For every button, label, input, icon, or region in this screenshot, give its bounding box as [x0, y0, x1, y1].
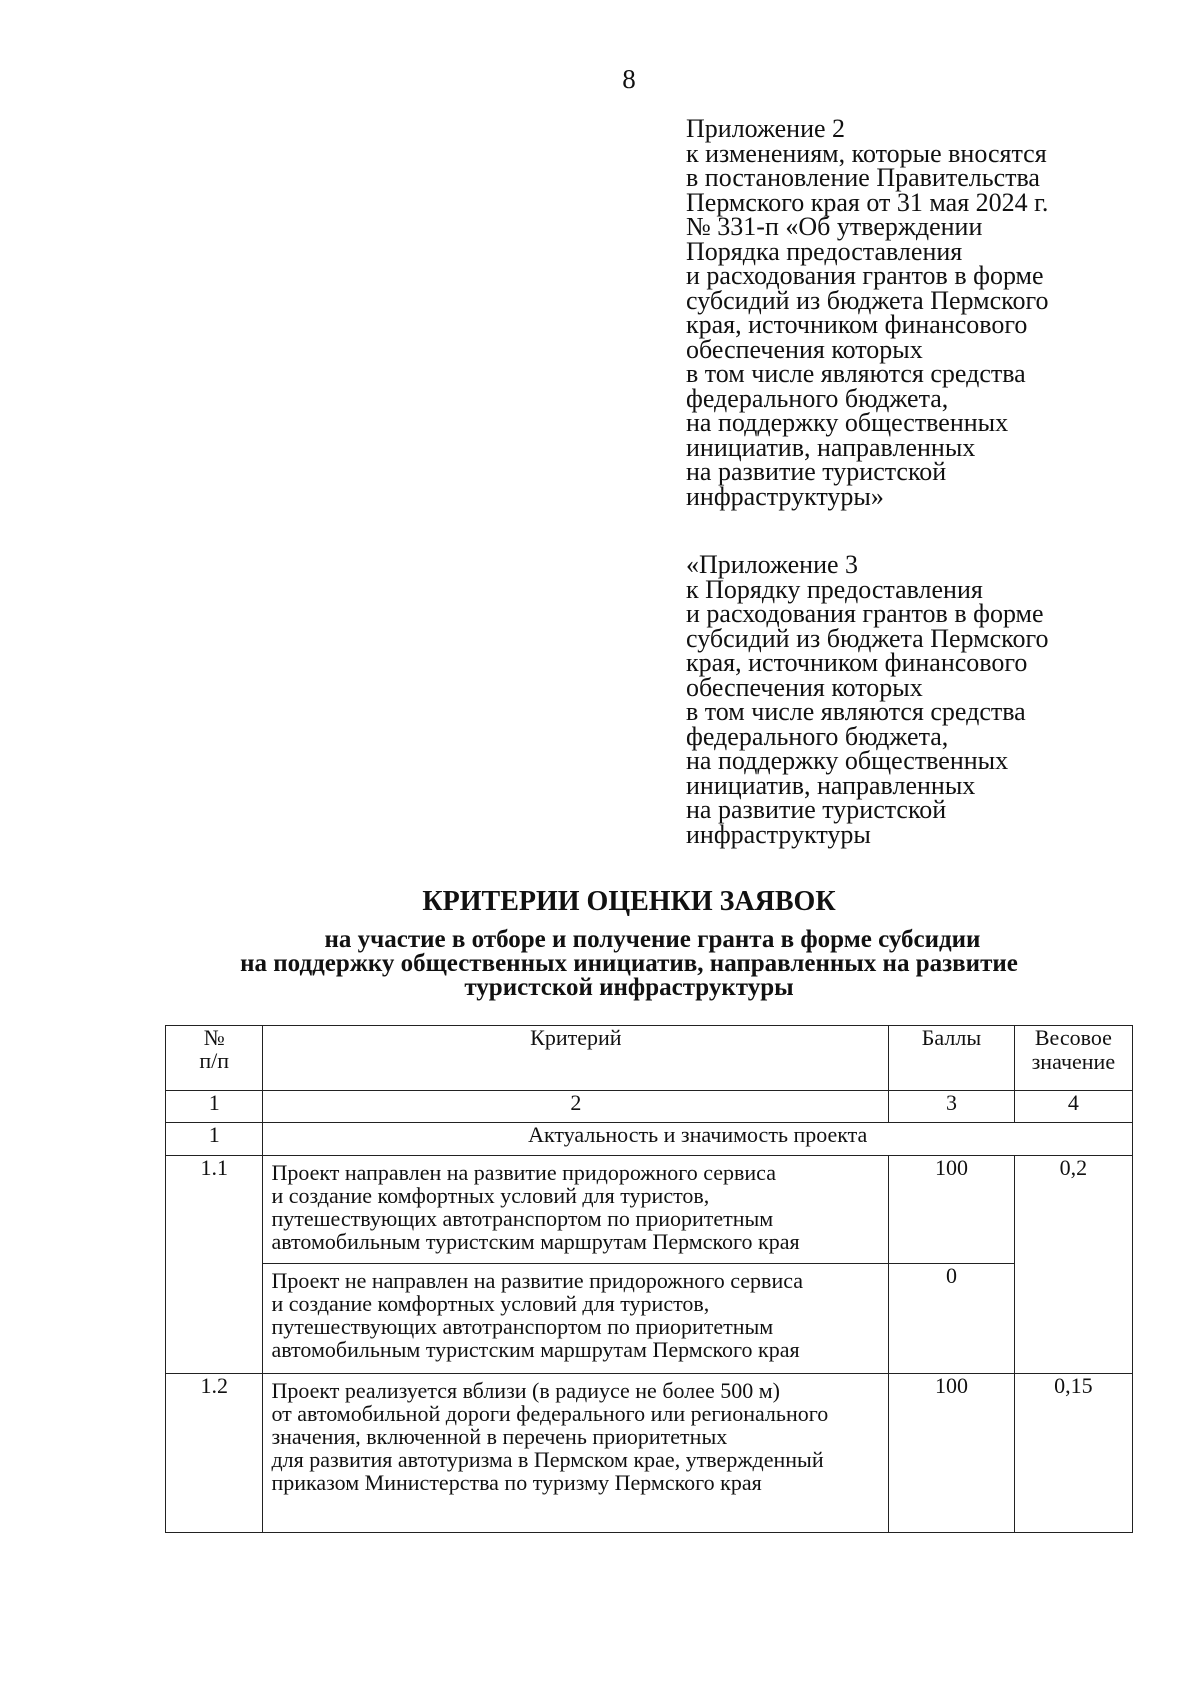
- appendix-line: обеспечения которых: [686, 334, 923, 364]
- criteria-table: [165, 1025, 1133, 1533]
- appendix-line: Приложение 2: [686, 114, 846, 143]
- appendix-line: к Порядку предоставления: [686, 574, 983, 604]
- column-index-cell: 4: [1014, 1091, 1132, 1123]
- appendix-line: края, источником финансового: [686, 648, 1028, 677]
- row-criterion: [263, 1264, 889, 1374]
- header-num-line: №: [203, 1025, 225, 1050]
- header-num-line: п/п: [199, 1048, 230, 1073]
- criterion-line: путешествующих автотранспортом по приоритетным: [271, 1206, 774, 1231]
- row-points: 100: [889, 1374, 1015, 1533]
- appendix-line: края, источником финансового: [686, 310, 1028, 339]
- column-index-row: [166, 1091, 1133, 1123]
- table-row: [166, 1264, 1133, 1374]
- row-weight: 0,15: [1014, 1374, 1132, 1533]
- header-points: Баллы: [889, 1026, 1015, 1091]
- appendix-line: Порядка предоставления: [686, 236, 963, 266]
- row-criterion: [263, 1156, 889, 1264]
- document-title: КРИТЕРИИ ОЦЕНКИ ЗАЯВОК: [422, 886, 836, 917]
- criterion-line: от автомобильной дороги федерального или регионального: [271, 1401, 829, 1426]
- appendix-line: на поддержку общественных: [686, 408, 1009, 437]
- row-criterion: [263, 1374, 889, 1533]
- appendix-line: субсидий из бюджета Пермского: [686, 623, 1049, 653]
- criterion-line: автомобильным туристским маршрутам Пермского края: [271, 1337, 800, 1362]
- row-num: 1.1: [166, 1156, 263, 1374]
- appendix-line: Пермского края от 31 мая 2024 г.: [686, 187, 1049, 217]
- header-weight: [1014, 1026, 1132, 1091]
- subtitle-line: туристской инфраструктуры: [464, 974, 794, 1001]
- appendix-line: № 331-п «Об утверждении: [686, 212, 983, 241]
- section-row: [166, 1123, 1133, 1156]
- appendix-line: инфраструктуры»: [686, 481, 884, 511]
- header-weight-line: значение: [1031, 1049, 1116, 1074]
- criterion-line: путешествующих автотранспортом по приоритетным: [271, 1314, 774, 1339]
- column-index-cell: 1: [166, 1091, 263, 1123]
- appendix-line: в том числе являются средства: [686, 359, 1026, 388]
- row-weight: 0,2: [1014, 1156, 1132, 1374]
- appendix-line: инфраструктуры: [686, 819, 871, 849]
- appendix-3-note: [686, 550, 1049, 849]
- table-row: [166, 1156, 1133, 1264]
- header-num: [166, 1026, 263, 1091]
- header-weight-line: Весовое: [1034, 1025, 1112, 1050]
- appendix-line: в том числе являются средства: [686, 697, 1026, 726]
- table-header-row: [166, 1026, 1133, 1091]
- appendix-line: к изменениям, которые вносятся: [686, 138, 1047, 168]
- row-points: 0: [889, 1264, 1015, 1374]
- criterion-line: Проект не направлен на развитие придорожного сервиса: [271, 1268, 804, 1293]
- row-num: 1.2: [166, 1374, 263, 1533]
- section-num: 1: [166, 1123, 263, 1156]
- criterion-line: приказом Министерства по туризму Пермского края: [271, 1470, 762, 1495]
- appendix-line: на поддержку общественных: [686, 746, 1009, 775]
- appendix-2-note: [686, 114, 1049, 511]
- appendix-line: «Приложение 3: [686, 550, 859, 579]
- appendix-line: федерального бюджета,: [686, 721, 949, 751]
- appendix-line: и расходования грантов в форме: [686, 599, 1044, 628]
- document-subtitle: [0, 928, 1200, 1000]
- appendix-line: федерального бюджета,: [686, 383, 949, 413]
- subtitle-line: на участие в отборе и получение гранта в форме субсидии: [324, 926, 981, 953]
- appendix-line: инициатив, направленных: [686, 770, 976, 800]
- header-criterion: Критерий: [263, 1026, 889, 1091]
- criterion-line: для развития автотуризма в Пермском крае, утвержденный: [271, 1447, 824, 1472]
- column-index-cell: 3: [889, 1091, 1015, 1123]
- appendix-line: в постановление Правительства: [686, 163, 1040, 192]
- criterion-line: Проект направлен на развитие придорожного сервиса: [271, 1160, 776, 1185]
- appendix-line: инициатив, направленных: [686, 432, 976, 462]
- row-points: 100: [889, 1156, 1015, 1264]
- appendix-line: обеспечения которых: [686, 672, 923, 702]
- criterion-line: и создание комфортных условий для туристов,: [271, 1183, 710, 1208]
- table-row: [166, 1374, 1133, 1533]
- criterion-line: Проект реализуется вблизи (в радиусе не более 500 м): [271, 1378, 780, 1403]
- appendix-line: на развитие туристской: [686, 457, 947, 486]
- criterion-line: и создание комфортных условий для туристов,: [271, 1291, 710, 1316]
- appendix-line: и расходования грантов в форме: [686, 261, 1044, 290]
- appendix-line: субсидий из бюджета Пермского: [686, 285, 1049, 315]
- criterion-line: автомобильным туристским маршрутам Пермского края: [271, 1229, 800, 1254]
- subtitle-line: на поддержку общественных инициатив, направленных на развитие: [240, 950, 1018, 977]
- column-index-cell: 2: [263, 1091, 889, 1123]
- page-number: 8: [622, 64, 636, 94]
- section-label: Актуальность и значимость проекта: [263, 1123, 1133, 1156]
- appendix-line: на развитие туристской: [686, 795, 947, 824]
- criterion-line: значения, включенной в перечень приоритетных: [271, 1424, 728, 1449]
